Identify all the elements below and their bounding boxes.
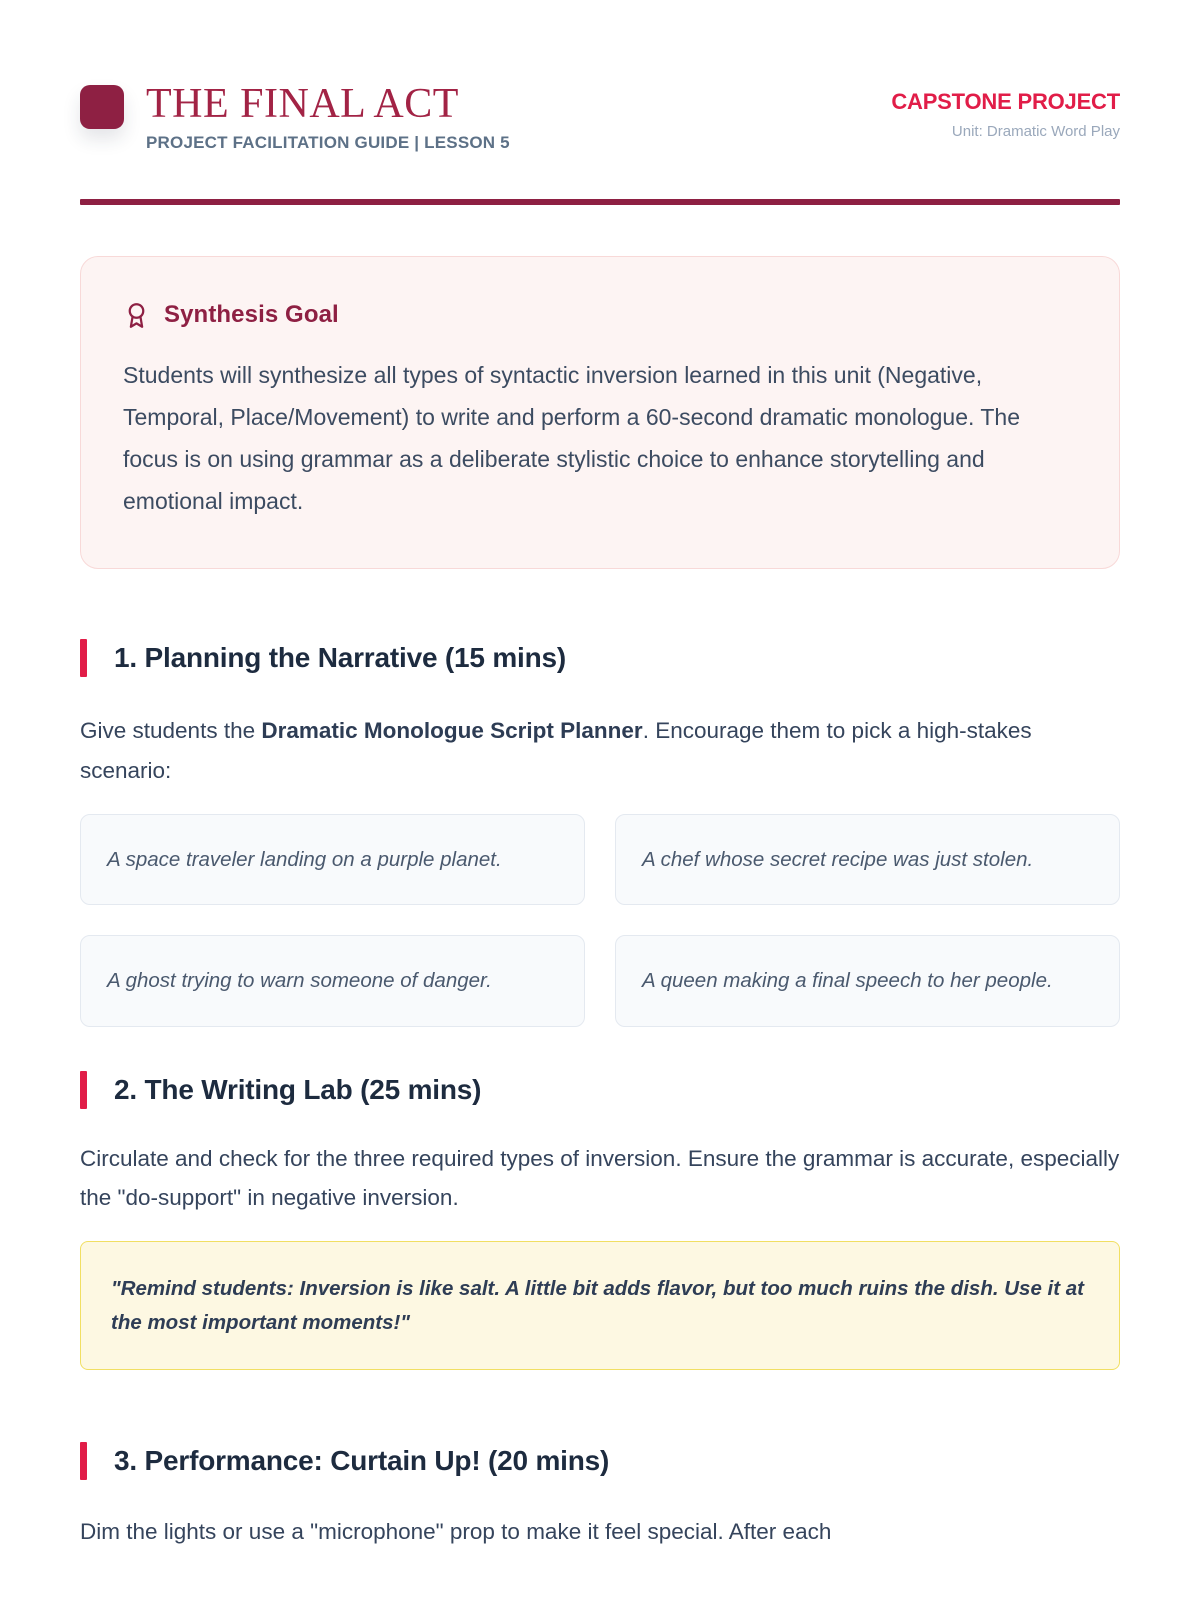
title-block: [146, 81, 510, 153]
heading-accent-bar: [80, 1442, 87, 1480]
intro-suffix: . Encourage them to pick a high-stakes scenario:: [80, 718, 1032, 783]
section-1-title: 1. Planning the Narrative (15 mins): [114, 642, 567, 674]
scenario-card: A space traveler landing on a purple planet.: [80, 814, 585, 905]
section-2-heading: [80, 1071, 1120, 1109]
intro-prefix: Give students the: [80, 718, 262, 744]
goal-body-text: Students will synthesize all types of syntactic inversion learned in this unit (Negative, Temporal, Place/Movement) to write and perform a 60-second dramatic monologue. The focus is on using grammar as a deliberate stylistic choice to enhance storytelling and emotional impact.: [123, 362, 1021, 514]
goal-heading-row: [123, 301, 1077, 329]
scenario-card: A chef whose secret recipe was just stolen.: [615, 814, 1120, 905]
synthesis-goal-box: [80, 256, 1120, 569]
heading-accent-bar: [80, 1071, 87, 1109]
scenario-card: A ghost trying to warn someone of danger.: [80, 935, 585, 1026]
header-meta: [891, 85, 1120, 140]
capstone-badge: CAPSTONE PROJECT: [891, 89, 1120, 114]
page-subtitle: PROJECT FACILITATION GUIDE | LESSON 5: [146, 133, 510, 152]
brand-logo: [80, 85, 124, 129]
section-1-heading: [80, 639, 1120, 677]
header-divider: [80, 199, 1120, 205]
section-1-intro: [80, 711, 1120, 790]
scenario-cards-grid: [80, 814, 1120, 1026]
section-2-body: Circulate and check for the three required types of inversion. Ensure the grammar is accurate, especially the "do-support" in negative inversion.: [80, 1145, 1120, 1210]
section-2-title: 2. The Writing Lab (25 mins): [114, 1073, 482, 1105]
content-container: [80, 0, 1120, 1551]
header: [80, 81, 1120, 153]
award-icon: [123, 302, 150, 329]
section-3-title: 3. Performance: Curtain Up! (20 mins): [114, 1444, 610, 1476]
scenario-card: A queen making a final speech to her people.: [615, 935, 1120, 1026]
teacher-tip-quote: "Remind students: Inversion is like salt. A little bit adds flavor, but too much ruins the dish. Use it at the most important moments!": [80, 1241, 1120, 1369]
section-3-heading: [80, 1442, 1120, 1480]
section-3-body: Dim the lights or use a "microphone" prop to make it feel special. After each: [80, 1518, 832, 1544]
heading-accent-bar: [80, 639, 87, 677]
unit-label: Unit: Dramatic Word Play: [951, 123, 1120, 140]
header-brand: [80, 81, 510, 153]
intro-bold: Dramatic Monologue Script Planner: [261, 718, 643, 744]
page-title: THE FINAL ACT: [146, 81, 459, 127]
goal-title: Synthesis Goal: [164, 301, 339, 328]
